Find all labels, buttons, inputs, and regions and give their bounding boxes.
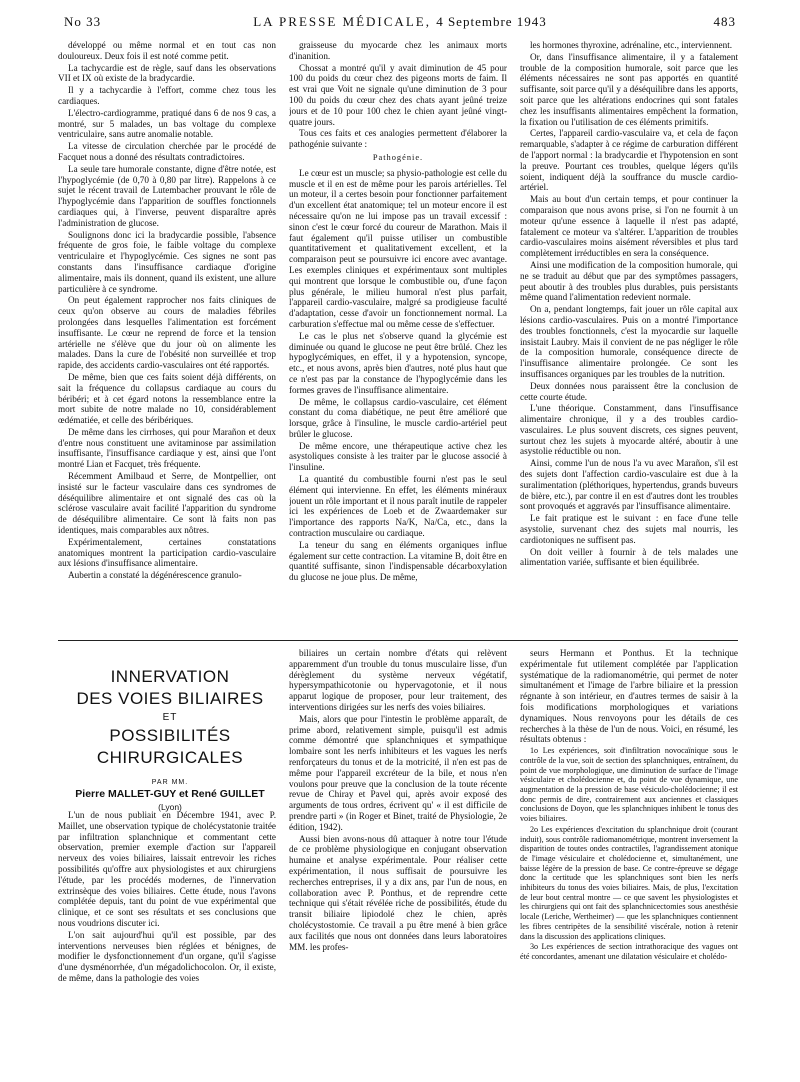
paragraph: Soulignons donc ici la bradycardie possible, l'absence fréquente de gros foie, le faible voltage du complexe ventriculaire et l'hypoglycémie. Ces signes ne sont pas constants dans l'insuffisance cardiaque d'origine alimentaire, mais ils donnent, quand ils existent, une allure particulière à ce syndrome.: [58, 229, 276, 294]
paragraph: 1o Les expériences, soit d'infiltration novocaïnique sous le contrôle de la vue, soit de section des splanchniques, entraînent, du point de vue morphologique, une diminution de surface de l'image vésiculaire et cholédocienne et, du point de vue dynamique, une augmentation de la pression de base vésiculo-cholédocienne; il est donc permis de dire, contrairement aux anciennes et classiques conclusions de Doyon, que les splanchniques inhibent le tonus des voies biliaires.: [520, 746, 738, 824]
paragraph: les hormones thyroxine, adrénaline, etc., interviennent.: [530, 40, 733, 50]
paragraph: La quantité du combustible fourni n'est pas le seul élément qui intervienne. En effet, les éléments minéraux jouent un rôle important et il nous paraît inutile de rappeler ici les expériences de Loeb et de Zwaardemaker sur l'importance des rapports Na/K, Na/Ca, etc., dans la contraction musculaire ou cardiaque.: [289, 474, 507, 539]
paragraph: Chossat a montré qu'il y avait diminution de 45 pour 100 du poids du cœur chez des pigeons morts de faim. Il est vrai que Voit ne signale qu'une diminution de 3 pour 100 du poids du cœur chez des chats ayant jeûné treize jours et de 10 pour 100 chez le chien ayant jeûné vingt-quatre jours.: [289, 62, 507, 127]
paragraph: biliaires un certain nombre d'états qui relèvent apparemment d'un trouble du tonus musculaire lisse, d'un dérèglement du système nerveux végétatif, hypersympathicotonie ou hypervagotonie, et il nous apparut logique de proposer, pour leur traitement, des interventions dirigées sur les nerfs des voies biliaires.: [289, 648, 507, 712]
article-by: PAR MM.: [151, 779, 189, 786]
paragraph: L'un de nous publiait en Décembre 1941, avec P. Maillet, une observation typique de cholécystatonie traitée par infiltration splanchnique et commentant cette observation, premier exemple d'action sur l'appareil nerveux des voies biliaires, laissait entrevoir les riches possibilités qu'offre aux physiologistes et aux chirurgiens l'étude, par les procédés modernes, de l'innervation extrinsèque des voies biliaires. Cette étude, nous l'avons complétée depuis, tant du point de vue expérimental que clinique, et ce sont ses résultats et ses conclusions que nous voudrions discuter ici.: [58, 810, 276, 928]
paragraph: développé ou même normal et en tout cas non douloureux. Deux fois il est noté comme petit.: [58, 40, 276, 61]
article-column-1: [58, 810, 276, 1075]
article-column-3-body: [520, 648, 738, 745]
article-column-2: [289, 648, 507, 1075]
paragraph: 2o Les expériences d'excitation du splanchnique droit (courant induit), sous contrôle radiomanométrique, montrent inversement la disparition de toutes ondes contractiles, l'agrandissement atonique de l'image vésiculaire et cholédocienne et, simultanément, une baisse légère de la pression de base. Ce contre-épreuve se dégage donc la certitude que les splanchniques sont bien les nerfs inhibiteurs du tonus des voies biliaires. Mais, de plus, l'excitation de leur bout central montre — ce que savent les physiologistes et les chirurgiens qui ont fait des splanchnicectomies sous anesthésie locale (Leriche, Wertheimer) — que les splanchniques contiennent les fibres centripètes de la sensibilité viscérale, notion à retenir dans la discussion des applications cliniques.: [520, 824, 738, 941]
paragraph: Tous ces faits et ces analogies permettent d'élaborer la pathogénie suivante :: [289, 128, 507, 150]
article-title-line-2: DES VOIES BILIAIRES: [76, 689, 264, 708]
paragraph: L'une théorique. Constamment, dans l'insuffisance alimentaire chronique, il y a des troubles cardio-vasculaires. Le plus souvent discrets, ces signes peuvent, surtout chez les sujets à myocarde altéré, aboutir à une asystolie réductible ou non.: [520, 403, 738, 457]
article-title-line-1: INNERVATION: [110, 667, 230, 686]
article-divider: [58, 640, 738, 641]
top-column-1: [58, 40, 276, 636]
paragraph: La vitesse de circulation cherchée par le procédé de Facquet nous a donné des résultats contradictoires.: [58, 141, 276, 162]
paragraph: Le cœur est un muscle; sa physio-pathologie est celle du muscle et il en est de même pour les parois artérielles. Tel un moteur, il a certes besoin pour fonctionner parfaitement d'un excellent état anatomique; tel un moteur encore il est nécessaire qu'on ne lui impose pas un travail excessif : sinon c'est le cœur forcé du coureur de Marathon. Mais il faut également qu'il puisse utiliser un combustible quantitativement et qualitativement excellent, et la comparaison peut se poursuivre ici encore avec avantage. Les exemples cliniques et expérimentaux sont multiples qui montrent que lorsque le combustible ou, d'une façon plus générale, le milieu humoral n'est plus parfait, l'appareil cardio-vasculaire, malgré sa prodigieuse faculté d'adaptation, cesse d'avoir un fonctionnement normal. La carburation s'effectue mal ou même cesse de s'effectuer.: [289, 167, 507, 329]
paragraph: Il y a tachycardie à l'effort, comme chez tous les cardiaques.: [58, 85, 276, 106]
paragraph: graisseuse du myocarde chez les animaux morts d'inanition.: [289, 40, 507, 61]
top-column-3: [520, 40, 738, 636]
paragraph: Expérimentalement, certaines constatations anatomiques montrent la participation cardio-vasculaire aux lésions d'insuffisance alimentaire.: [58, 536, 276, 569]
paragraph: Deux données nous paraissent être la conclusion de cette courte étude.: [520, 380, 738, 402]
paragraph: Or, dans l'insuffisance alimentaire, il y a fatalement trouble de la composition humorale, soit parce que les éléments nécessaires ne sont pas apportés en quantité suffisante, soit parce qu'il y a déséquilibre dans les apports, soit parce que les altérations endocrines qui sont fatales chez les insuffisants alimentaires empêchent la formation, la fixation ou l'utilisation de ces éléments primitifs.: [520, 51, 738, 127]
paragraph: Ainsi, comme l'un de nous l'a vu avec Marañon, s'il est des sujets dont l'affection cardio-vasculaire est due à la suralimentation (pléthoriques, hypertendus, grands buveurs de bière, etc.), par contre il en est d'autres dont les troubles sont provoqués et aggravés par l'insuffisance alimentaire.: [520, 458, 738, 512]
paragraph: Aussi bien avons-nous dû attaquer à notre tour l'étude de ce problème physiologique en conjugant observation humaine et analyse expérimentale. Pour réaliser cette expérimentation, il nous suffisait de poursuivre les recherches entreprises, il y a dix ans, par l'un de nous, en collaboration avec P. Ponthus, et de reprendre cette technique qui s'était révélée riche de possibilités, étude du transit biliaire lipiodolé chez le chien, après cholécystostomie. Ce travail a pu être mené à bien grâce aux facilités que nous ont données dans leurs laboratoires MM. les profes-: [289, 833, 507, 952]
paragraph: La teneur du sang en éléments organiques influe également sur cette contraction. La vitamine B, doit être en quantité suffisante, sinon l'indispensable décarboxylation du glucose ne joue plus. De même,: [289, 539, 507, 583]
paragraph: L'on sait aujourd'hui qu'il est possible, par des interventions nerveuses bien réglées et bénignes, de modifier le dysfonctionnement d'un organe, qu'il s'agisse d'une dysménorrhée, d'un mégadolichocolon. Or, il existe, de même, dans la pathologie des voies: [58, 929, 276, 983]
paragraph: Récemment Amilbaud et Serre, de Montpellier, ont insisté sur le facteur vasculaire dans ces syndromes de déséquilibre alimentaire et ont signalé des cas où la sclérose vasculaire avait facilité l'apparition du syndrome de déséquilibre alimentaire. Ce sont là faits non pas identiques, mais comparables aux nôtres.: [58, 471, 276, 536]
paragraph: Mais au bout d'un certain temps, et pour continuer la comparaison que nous avons prise, si l'on ne fournit à un moteur qu'une essence à laquelle il n'est pas adapté, fatalement ce moteur va s'altérer. L'apparition de troubles cardio-vasculaires moins aisément réversibles et plus tard complètement irréductibles en sera la conséquence.: [520, 194, 738, 259]
paragraph: Aubertin a constaté la dégénérescence granulo-: [68, 570, 242, 581]
journal-line: [64, 14, 736, 30]
issue-date: 4 Septembre 1943: [436, 14, 547, 29]
paragraph: De même encore, une thérapeutique active chez les asystoliques consiste à les traiter par le glucose associé à l'insuline.: [289, 440, 507, 473]
paragraph: 3o Les expériences de section intrathoracique des vagues ont été concordantes, amenant une dilatation vésiculaire et cholédo-: [520, 942, 738, 961]
paragraph: On a, pendant longtemps, fait jouer un rôle capital aux lésions cardio-vasculaires. Puis on a montré l'importance des troubles fonctionnels, c'est la myocardie sur laquelle insistait Laubry. Mais il convient de ne pas négliger le rôle de la composition humorale, conséquence directe de l'insuffisance alimentaire prolongée. Ce sont les insuffisances organiques par les troubles de la nutrition.: [520, 304, 738, 379]
issue-number: No 33: [64, 14, 102, 29]
paragraph: De même, bien que ces faits soient déjà différents, on sait la fréquence du collapsus cardiaque au cours du béribéri; et à cet égard notons la ressemblance entre la mort subite de notre malade no 10, considérablement œdématiée, et celle des béribériques.: [58, 371, 276, 426]
paragraph: Le cas le plus net s'observe quand la glycémie est diminuée ou quand le glucose ne peut être brûlé. Chez les hypoglycémiques, en effet, il y a hypotension, syncope, etc., et nous avons, après bien d'autres, noté plus haut que ce n'est pas par la constance de l'hypoglycémie dans les formes graves de l'insuffisance alimentaire.: [289, 330, 507, 395]
article-title-block: [64, 666, 276, 812]
article-title-line-4: POSSIBILITÉS CHIRURGICALES: [96, 726, 244, 767]
top-column-2: [289, 40, 507, 636]
paragraph: L'électro-cardiogramme, pratiqué dans 6 de nos 9 cas, a montré, sur 5 malades, un bas voltage du complexe ventriculaire, sans autre anomalie notable.: [58, 107, 276, 140]
paragraph: On peut également rapprocher nos faits cliniques de ceux qu'on observe au cours de maladies fébriles prolongées dans lesquelles l'alimentation est forcément insuffisante. Le cœur ne reprend de force et la tension artérielle ne s'élève que du jour où on alimente les malades. Dans la cure de l'obésité non surveillée et trop rapide, des accidents cardio-vasculaires ont été rapportés.: [58, 295, 276, 371]
article-column-3: [520, 648, 738, 1075]
article-authors: Pierre MALLET-GUY et René GUILLET: [75, 788, 265, 800]
paragraph: Ainsi une modification de la composition humorale, qui ne se traduit au début que par des symptômes passagers, peut aboutir à des troubles plus durables, puis persistants même quand l'alimentation redevient normale.: [520, 259, 738, 303]
paragraph: Mais, alors que pour l'intestin le problème apparaît, de prime abord, relativement simple, puisqu'il est admis comme démontré que splanchniques et sympathique lombaire sont les nerfs inhibiteurs et les vagues les nerfs renforçateurs du tonus et de la motricité, il n'en est pas de même pour l'appareil excréteur de la bile, et nous n'en voulons pour preuve que la conclusion de la toute récente revue de Chiray et Pavel qui, après avoir exposé des arguments de tous ordres, écrivent qu' « il est difficile de prendre parti » (in Roger et Binet, traité de Physiologie, 2e édition, 1942).: [289, 713, 507, 832]
article-title-line-3: ET: [162, 712, 178, 723]
paragraph: Certes, l'appareil cardio-vasculaire va, et cela de façon remarquable, s'adapter à ce régime de carburation différent de l'apport normal : la bradycardie et l'hypotension en sont la preuve. Pourtant ces troubles, quelque légers qu'ils soient, indiquent déjà la souffrance du muscle cardio-artériel.: [520, 128, 738, 193]
page-number: 483: [713, 14, 736, 29]
paragraph: Le fait pratique est le suivant : en face d'une telle asystolie, survenant chez des sujets mal nourris, les cardiotoniques ne suffisent pas.: [520, 513, 738, 545]
article-location: (Lyon): [158, 802, 182, 812]
page-header: [64, 14, 736, 34]
paragraph: seurs Hermann et Ponthus. Et la technique expérimentale fut utilement complétée par l'application systématique de la radiomanométrie, qui permet de noter simultanément et l'image de l'arbre biliaire et la pression régnante à son intérieur, en d'autres termes de saisir à la fois modifications morphologiques et variations dynamiques. Nous renvoyons pour les détails de ces recherches à la thèse de l'un de nous. Voici, en résumé, les résultats obtenus :: [520, 648, 738, 745]
paragraph: De même, le collapsus cardio-vasculaire, cet élément constant du coma diabétique, ne peut être amélioré que lorsque, grâce à l'insuline, le muscle cardio-artériel peut brûler le glucose.: [289, 396, 507, 439]
section-heading: Pathogénie.: [372, 152, 424, 162]
paragraph: De même dans les cirrhoses, qui pour Marañon et deux d'entre nous constituent une avitaminose par assimilation insuffisante, l'insuffisance cardiaque y est, ainsi que l'ont montré Lian et Facquet, très fréquente.: [58, 426, 276, 470]
paragraph: La seule tare humorale constante, digne d'être notée, est l'hypoglycémie (de 0,70 à 0,80 par litre). Rappelons à ce sujet le récent travail de Lutembacher prouvant le rôle de l'hypoglycémie dans l'apparition de souffles fonctionnels cardiaques qui, à l'inverse, peuvent disparaître après l'administration de glucose.: [58, 163, 276, 228]
paragraph: La tachycardie est de règle, sauf dans les observations VII et IX où existe de la bradycardie.: [58, 62, 276, 84]
article-results-list: [520, 746, 738, 961]
journal-name: LA PRESSE MÉDICALE,: [253, 14, 431, 29]
paragraph: On doit veiller à fournir à de tels malades une alimentation variée, suffisante et bien équilibrée.: [520, 546, 738, 568]
